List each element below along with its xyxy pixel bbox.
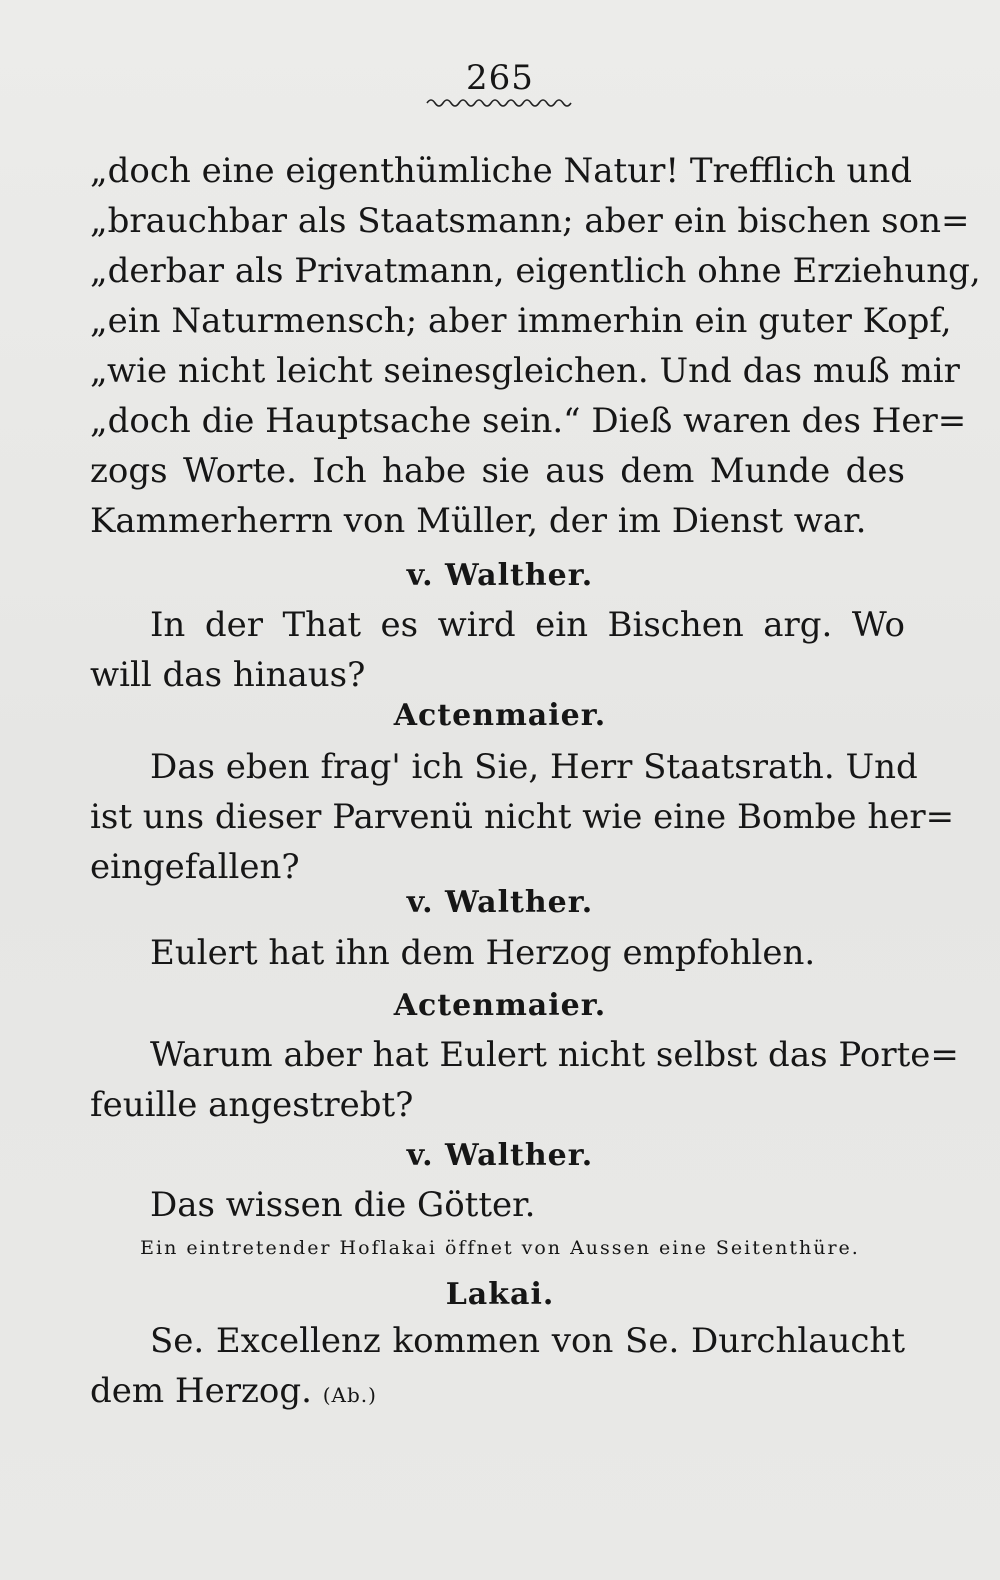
text-line: eingefallen? <box>90 847 300 887</box>
text-line: „brauchbar als Staatsmann; aber ein bischen son= <box>90 201 970 241</box>
speaker-name: v. Walther. <box>406 1138 594 1173</box>
text-line: Das wissen die Götter. <box>150 1185 536 1225</box>
wavy-rule-ornament <box>425 96 575 110</box>
speaker-name: v. Walther. <box>406 885 594 920</box>
stage-direction: Ein eintretender Hoflakai öffnet von Aussen eine Seitenthüre. <box>140 1237 860 1259</box>
text-line: „doch eine eigenthümliche Natur! Trefflich und <box>90 151 913 191</box>
text-line: will das hinaus? <box>90 655 366 695</box>
text-line: „ein Naturmensch; aber immerhin ein guter Kopf, <box>90 301 952 341</box>
page-number: 265 <box>466 58 534 98</box>
text-line: Das eben frag' ich Sie, Herr Staatsrath. Und <box>150 747 918 787</box>
speaker-name: Actenmaier. <box>393 698 607 733</box>
text-line: „wie nicht leicht seinesgleichen. Und das muß mir <box>90 351 960 391</box>
text-line: Eulert hat ihn dem Herzog empfohlen. <box>150 933 816 973</box>
text-line: ist uns dieser Parvenü nicht wie eine Bombe her= <box>90 797 955 837</box>
speaker-name: Lakai. <box>445 1277 555 1312</box>
speaker-name: v. Walther. <box>406 558 594 593</box>
text-line: dem Herzog. <box>90 1371 312 1411</box>
text-line: Warum aber hat Eulert nicht selbst das Porte= <box>150 1035 959 1075</box>
text-line: zogs Worte. Ich habe sie aus dem Munde des <box>90 451 905 491</box>
text-line: Kammerherrn von Müller, der im Dienst war. <box>90 501 867 541</box>
text-line: „doch die Hauptsache sein.“ Dieß waren des Her= <box>90 401 967 441</box>
text-line: feuille angestrebt? <box>90 1085 414 1125</box>
text-line: „derbar als Privatmann, eigentlich ohne Erziehung, <box>90 251 981 291</box>
text-line: In der That es wird ein Bischen arg. Wo <box>150 605 905 645</box>
speaker-name: Actenmaier. <box>393 988 607 1023</box>
text-line: Se. Excellenz kommen von Se. Durchlaucht <box>150 1321 905 1361</box>
text-line-last <box>90 1366 905 1420</box>
stage-direction-exit: (Ab.) <box>322 1383 377 1407</box>
